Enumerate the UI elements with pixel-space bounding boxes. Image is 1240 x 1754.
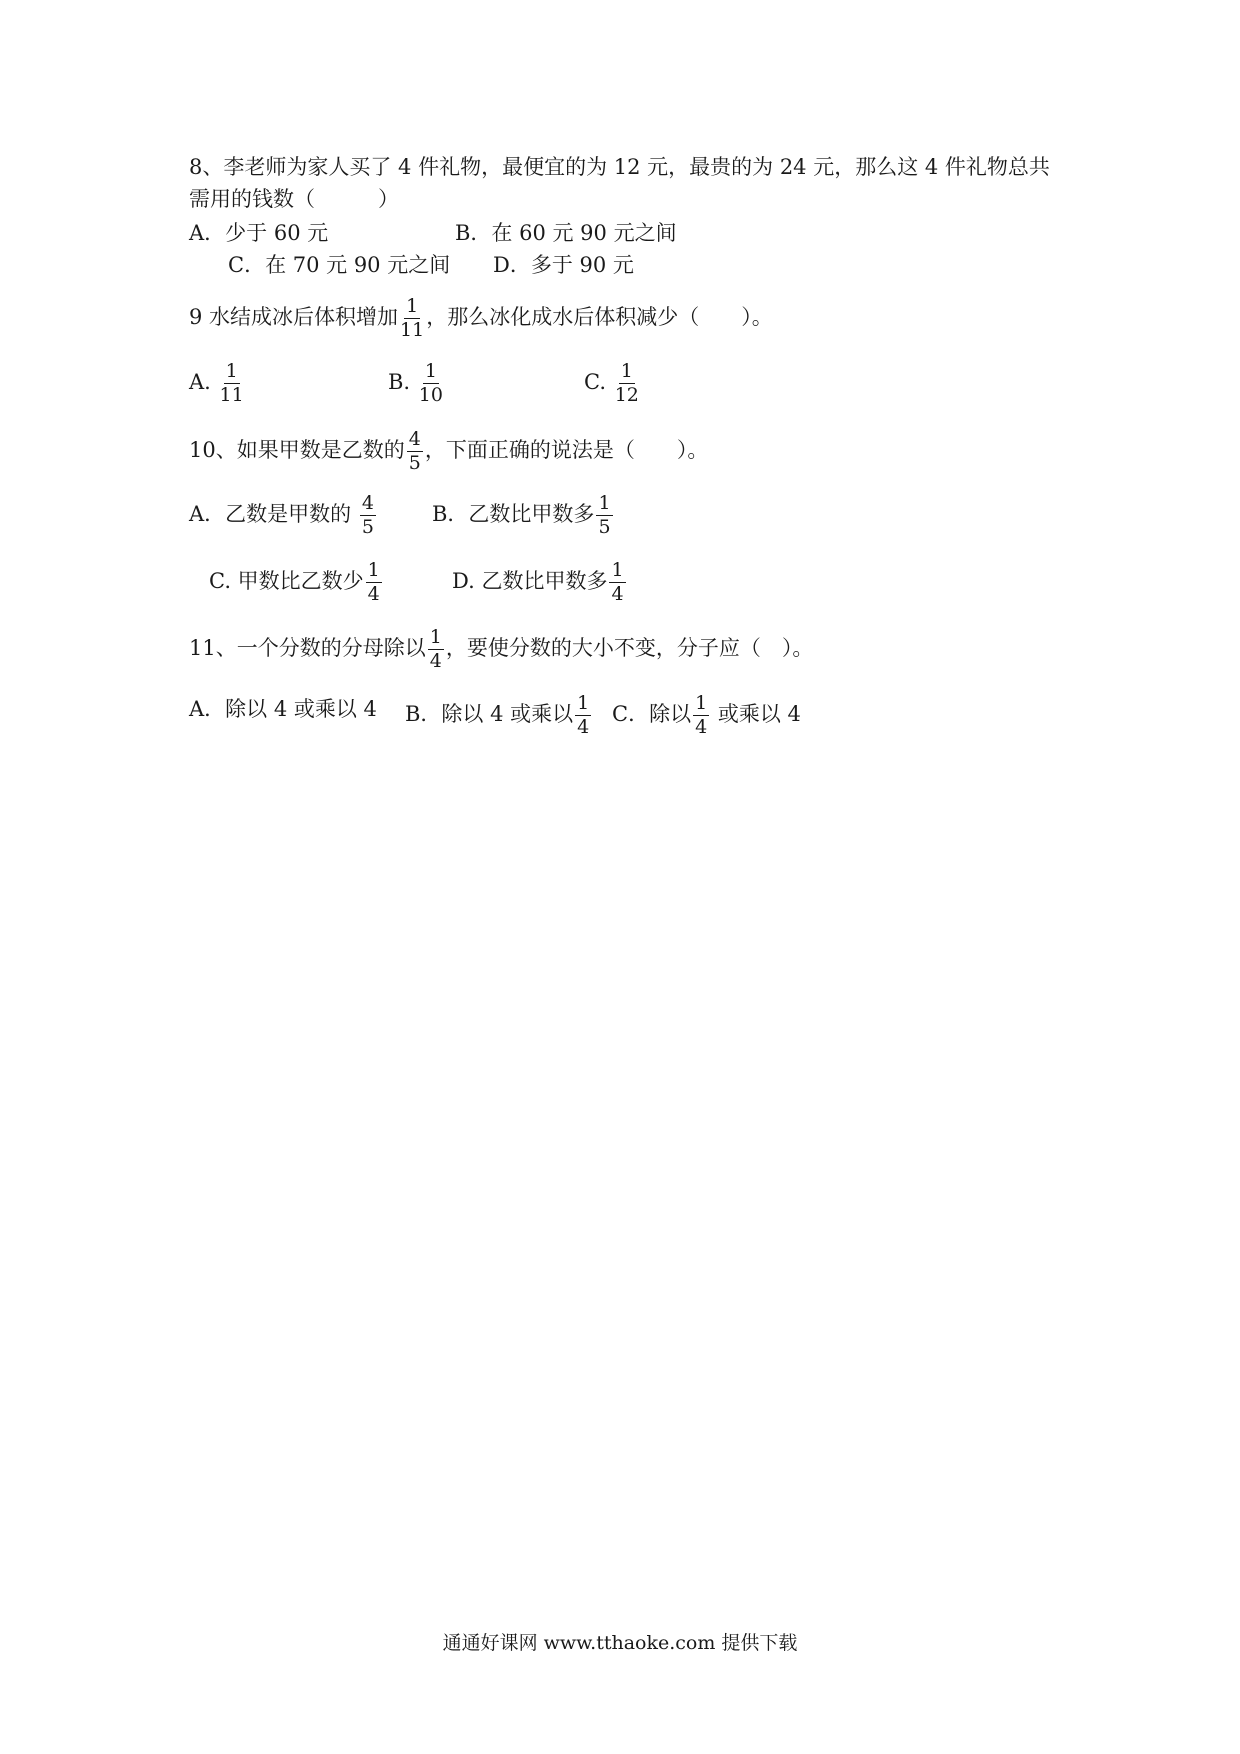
- fraction-denominator: 5: [361, 516, 374, 538]
- q9-stem-before: 9 水结成冰后体积增加: [189, 305, 399, 329]
- q11-option-a: A．除以 4 或乘以 4: [189, 697, 377, 721]
- option-fraction: [596, 494, 612, 537]
- q10-option-b: [432, 494, 615, 537]
- option-label-suffix: 或乘以 4: [717, 702, 801, 726]
- option-label: C.: [584, 370, 606, 394]
- q8-option-b: B．在 60 元 90 元之间: [455, 221, 677, 245]
- fraction-denominator: 11: [219, 384, 244, 406]
- q11-stem-before: 11、一个分数的分母除以: [189, 636, 426, 660]
- fraction-numerator: 4: [361, 492, 374, 514]
- option-label: C．除以: [612, 702, 692, 726]
- option-label: A.: [189, 370, 211, 394]
- q10-option-d: [452, 561, 628, 604]
- q10-stem-before: 10、如果甲数是乙数的: [189, 438, 405, 462]
- fraction-numerator: 1: [424, 360, 437, 382]
- option-label: C. 甲数比乙数少: [209, 569, 364, 593]
- q8-stem-line1: 8、李老师为家人买了 4 件礼物，最便宜的为 12 元，最贵的为 24 元，那么这 4 件礼物总共: [189, 155, 1050, 179]
- option-fraction: [360, 494, 376, 537]
- fraction-denominator: 4: [429, 650, 442, 672]
- option-fraction: [615, 362, 639, 405]
- q11-option-c: [612, 694, 801, 737]
- fraction-denominator: 5: [598, 516, 611, 538]
- fraction-denominator: 5: [408, 452, 421, 474]
- fraction-denominator: 4: [695, 716, 708, 738]
- fraction-numerator: 1: [429, 626, 442, 648]
- option-fraction: [609, 561, 625, 604]
- fraction-numerator: 1: [406, 295, 419, 317]
- q10-stem: [189, 430, 708, 473]
- q10-stem-fraction: [407, 430, 423, 473]
- q11-stem: [189, 628, 813, 671]
- q9-stem: [189, 297, 773, 340]
- fraction-denominator: 4: [577, 716, 590, 738]
- q10-option-a: [189, 494, 378, 537]
- option-fraction: [220, 362, 244, 405]
- fraction-numerator: 1: [695, 692, 708, 714]
- option-fraction: [575, 694, 591, 737]
- q10-option-c: [209, 561, 384, 604]
- option-fraction: [419, 362, 443, 405]
- fraction-numerator: 1: [577, 692, 590, 714]
- fraction-denominator: 4: [611, 583, 624, 605]
- page-footer: 通通好课网 www.tthaoke.com 提供下载: [442, 1632, 798, 1654]
- q8-option-c: C．在 70 元 90 元之间: [228, 253, 451, 277]
- q8-stem-line2: 需用的钱数（ ）: [189, 187, 399, 211]
- option-fraction: [693, 694, 709, 737]
- option-label: B．除以 4 或乘以: [405, 702, 574, 726]
- q11-stem-after: ，要使分数的大小不变，分子应（ ）。: [445, 636, 814, 660]
- fraction-denominator: 11: [400, 319, 425, 341]
- q9-stem-after: ，那么冰化成水后体积减少（ ）。: [426, 305, 773, 329]
- fraction-denominator: 12: [614, 384, 639, 406]
- fraction-numerator: 1: [611, 559, 624, 581]
- q9-option-b: [388, 362, 445, 405]
- fraction-numerator: 1: [367, 559, 380, 581]
- fraction-numerator: 1: [225, 360, 238, 382]
- q9-option-a: [189, 362, 246, 405]
- fraction-numerator: 1: [598, 492, 611, 514]
- option-label: B.: [388, 370, 411, 394]
- fraction-numerator: 4: [408, 428, 421, 450]
- q9-option-c: [584, 362, 641, 405]
- q10-stem-after: ，下面正确的说法是（ ）。: [424, 438, 709, 462]
- q9-stem-fraction: [400, 297, 424, 340]
- fraction-numerator: 1: [620, 360, 633, 382]
- q11-option-b: [405, 694, 593, 737]
- option-fraction: [366, 561, 382, 604]
- option-label: D. 乙数比甲数多: [452, 569, 608, 593]
- fraction-denominator: 10: [418, 384, 443, 406]
- option-label: A．乙数是甲数的: [189, 502, 352, 526]
- q8-option-a: A．少于 60 元: [189, 221, 329, 245]
- q11-stem-fraction: [428, 628, 444, 671]
- option-label: B．乙数比甲数多: [432, 502, 595, 526]
- fraction-denominator: 4: [367, 583, 380, 605]
- q8-option-d: D．多于 90 元: [493, 253, 634, 277]
